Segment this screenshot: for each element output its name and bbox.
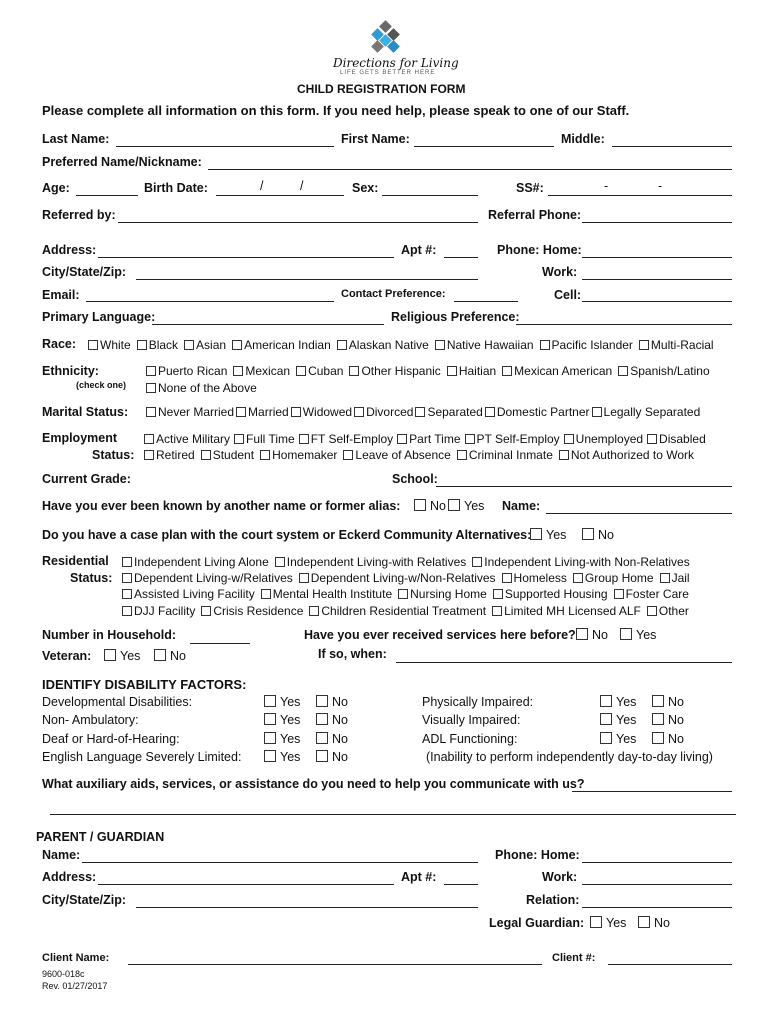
- logo: [368, 22, 404, 58]
- marital-options: [146, 405, 702, 419]
- middle-field[interactable]: [612, 146, 732, 147]
- employment-options-row2: [144, 448, 700, 462]
- race-option[interactable]: Pacific Islander: [540, 338, 633, 352]
- race-options: [88, 338, 720, 352]
- checkbox[interactable]: [620, 628, 632, 640]
- checkbox[interactable]: [122, 589, 132, 599]
- employment-option[interactable]: PT Self-Employ: [465, 432, 560, 446]
- referral-phone-field[interactable]: [582, 222, 732, 223]
- adl-note: (Inability to perform independently day-to-day living): [426, 750, 713, 764]
- residential-options-row4: [122, 604, 695, 618]
- checkbox[interactable]: [564, 434, 574, 444]
- marital-option[interactable]: Domestic Partner: [485, 405, 590, 419]
- residential-option[interactable]: Assisted Living Facility: [122, 587, 255, 601]
- checkbox[interactable]: [652, 695, 664, 707]
- residential-option[interactable]: Dependent Living-w/Non-Relatives: [299, 571, 496, 585]
- marital-option[interactable]: Widowed: [291, 405, 352, 419]
- checkbox[interactable]: [530, 528, 542, 540]
- residential-options-row1: [122, 555, 696, 569]
- guardian-apt-field[interactable]: [444, 884, 478, 885]
- guardian-phone-home-label: Phone: Home:: [495, 848, 580, 862]
- checkbox[interactable]: [559, 450, 569, 460]
- disability-no-option[interactable]: No: [316, 732, 348, 746]
- residential-option[interactable]: Homeless: [502, 571, 567, 585]
- residential-option[interactable]: Limited MH Licensed ALF: [492, 604, 641, 618]
- race-option[interactable]: White: [88, 338, 131, 352]
- checkbox[interactable]: [299, 573, 309, 583]
- preferred-name-field[interactable]: [208, 169, 732, 170]
- checkbox[interactable]: [652, 713, 664, 725]
- disability-no-option[interactable]: No: [316, 713, 348, 727]
- disability-yes-option[interactable]: Yes: [264, 695, 300, 709]
- residential-option[interactable]: Independent Living-with Relatives: [275, 555, 466, 569]
- checkbox[interactable]: [349, 366, 359, 376]
- checkbox[interactable]: [316, 732, 328, 744]
- religious-preference-field[interactable]: [516, 324, 732, 325]
- checkbox[interactable]: [146, 366, 156, 376]
- instructions: Please complete all information on this form. If you need help, please speak to one of our Staff.: [42, 103, 630, 118]
- checkbox[interactable]: [201, 606, 211, 616]
- race-option[interactable]: Black: [137, 338, 178, 352]
- checkbox[interactable]: [316, 695, 328, 707]
- age-field[interactable]: [76, 195, 138, 196]
- ethnicity-note: (check one): [76, 380, 127, 390]
- checkbox[interactable]: [397, 434, 407, 444]
- phone-home-field[interactable]: [582, 257, 732, 258]
- guardian-name-label: Name:: [42, 848, 81, 862]
- employment-option[interactable]: Unemployed: [564, 432, 643, 446]
- checkbox[interactable]: [600, 695, 612, 707]
- checkbox[interactable]: [398, 589, 408, 599]
- contact-preference-field[interactable]: [454, 301, 518, 302]
- alias-question: Have you ever been known by another name or former alias:: [42, 499, 401, 513]
- checkbox[interactable]: [576, 628, 588, 640]
- ethnicity-options-row2: [146, 381, 263, 395]
- checkbox[interactable]: [590, 916, 602, 928]
- employment-option[interactable]: Leave of Absence: [343, 448, 450, 462]
- residential-option[interactable]: Dependent Living-w/Relatives: [122, 571, 293, 585]
- checkbox[interactable]: [638, 916, 650, 928]
- checkbox[interactable]: [261, 589, 271, 599]
- work-phone-field[interactable]: [582, 279, 732, 280]
- checkbox[interactable]: [600, 713, 612, 725]
- guardian-city-state-zip-label: City/State/Zip:: [42, 893, 127, 907]
- ethnicity-label: Ethnicity:: [42, 364, 99, 378]
- ssn-label: SS#:: [516, 181, 544, 195]
- residential-option[interactable]: Jail: [660, 571, 690, 585]
- residential-options-row3: [122, 587, 695, 601]
- disability-no-option[interactable]: No: [652, 713, 684, 727]
- auxiliary-aids-question: What auxiliary aids, services, or assistance do you need to help you communicate with us?: [42, 777, 585, 791]
- veteran-label: Veteran:: [42, 649, 92, 663]
- preferred-name-label: Preferred Name/Nickname:: [42, 155, 202, 169]
- disability-yes-option[interactable]: Yes: [264, 713, 300, 727]
- race-option[interactable]: Multi-Racial: [639, 338, 714, 352]
- employment-status-label: Status:: [92, 448, 135, 462]
- checkbox[interactable]: [234, 434, 244, 444]
- checkbox[interactable]: [493, 589, 503, 599]
- guardian-phone-home-field[interactable]: [582, 862, 732, 863]
- client-number-field[interactable]: [608, 964, 732, 965]
- employment-option[interactable]: Active Military: [144, 432, 230, 446]
- employment-label: Employment: [42, 431, 118, 445]
- ethnicity-option[interactable]: Other Hispanic: [349, 364, 440, 378]
- checkbox[interactable]: [264, 750, 276, 762]
- checkbox[interactable]: [146, 407, 156, 417]
- checkbox[interactable]: [264, 695, 276, 707]
- checkbox[interactable]: [485, 407, 495, 417]
- referred-by-label: Referred by:: [42, 208, 116, 222]
- cell-field[interactable]: [582, 301, 732, 302]
- race-option[interactable]: American Indian: [232, 338, 331, 352]
- disability-label: Developmental Disabilities:: [42, 695, 193, 709]
- household-number-label: Number in Household:: [42, 628, 177, 642]
- checkbox[interactable]: [154, 649, 166, 661]
- guardian-address-field[interactable]: [98, 884, 394, 885]
- school-label: School:: [392, 472, 438, 486]
- guardian-city-state-zip-field[interactable]: [136, 907, 478, 908]
- disability-label: Physically Impaired:: [422, 695, 534, 709]
- guardian-work-label: Work:: [542, 870, 578, 884]
- residential-label: Residential: [42, 554, 109, 568]
- marital-option[interactable]: Married: [236, 405, 289, 419]
- checkbox[interactable]: [343, 450, 353, 460]
- client-number-label: Client #:: [552, 952, 596, 964]
- ssn-sep2: -: [658, 179, 663, 193]
- checkbox[interactable]: [573, 573, 583, 583]
- ethnicity-option[interactable]: None of the Above: [146, 381, 257, 395]
- ssn-field[interactable]: [548, 195, 732, 196]
- checkbox[interactable]: [122, 557, 132, 567]
- residential-option[interactable]: Group Home: [573, 571, 654, 585]
- residential-option[interactable]: Crisis Residence: [201, 604, 303, 618]
- client-name-label: Client Name:: [42, 952, 110, 964]
- city-state-zip-field[interactable]: [136, 279, 478, 280]
- logo-text: Directions for Living: [333, 56, 459, 70]
- disability-yes-option[interactable]: Yes: [264, 732, 300, 746]
- checkbox[interactable]: [291, 407, 301, 417]
- employment-options-row1: [144, 432, 710, 446]
- marital-status-label: Marital Status:: [42, 405, 129, 419]
- residential-option[interactable]: Children Residential Treatment: [309, 604, 486, 618]
- guardian-name-field[interactable]: [82, 862, 478, 863]
- employment-option[interactable]: Criminal Inmate: [457, 448, 553, 462]
- checkbox[interactable]: [639, 340, 649, 350]
- first-name-label: First Name:: [341, 132, 410, 146]
- last-name-label: Last Name:: [42, 132, 110, 146]
- checkbox[interactable]: [354, 407, 364, 417]
- guardian-relation-field[interactable]: [582, 907, 732, 908]
- age-label: Age:: [42, 181, 70, 195]
- race-label: Race:: [42, 337, 77, 351]
- birth-date-field[interactable]: [216, 195, 344, 196]
- checkbox[interactable]: [260, 450, 270, 460]
- disability-label: Visually Impaired:: [422, 713, 521, 727]
- disability-no-option[interactable]: No: [652, 695, 684, 709]
- ssn-sep1: -: [604, 179, 609, 193]
- checkbox[interactable]: [233, 366, 243, 376]
- last-name-field[interactable]: [116, 146, 334, 147]
- checkbox[interactable]: [652, 732, 664, 744]
- checkbox[interactable]: [316, 750, 328, 762]
- checkbox[interactable]: [435, 340, 445, 350]
- current-grade-label: Current Grade:: [42, 472, 131, 486]
- disability-yes-option[interactable]: Yes: [600, 713, 636, 727]
- residential-option[interactable]: Foster Care: [614, 587, 689, 601]
- received-yes-option[interactable]: Yes: [620, 628, 656, 642]
- checkbox[interactable]: [122, 573, 132, 583]
- referred-by-field[interactable]: [118, 222, 478, 223]
- household-number-field[interactable]: [190, 643, 250, 644]
- legal-guardian-yes-option[interactable]: Yes: [590, 916, 626, 930]
- alias-name-label: Name:: [502, 499, 541, 513]
- checkbox[interactable]: [592, 407, 602, 417]
- residential-option[interactable]: Other: [647, 604, 689, 618]
- guardian-address-label: Address:: [42, 870, 97, 884]
- email-label: Email:: [42, 288, 80, 302]
- ethnicity-options-row1: [146, 364, 716, 378]
- residential-options-row2: [122, 571, 696, 585]
- email-field[interactable]: [86, 301, 334, 302]
- legal-guardian-no-option[interactable]: No: [638, 916, 670, 930]
- ethnicity-option[interactable]: Mexican American: [502, 364, 612, 378]
- employment-option[interactable]: Retired: [144, 448, 195, 462]
- religious-preference-label: Religious Preference:: [391, 310, 520, 324]
- checkbox[interactable]: [88, 340, 98, 350]
- employment-option[interactable]: Disabled: [647, 432, 706, 446]
- alias-yes-option[interactable]: Yes: [448, 499, 484, 513]
- checkbox[interactable]: [146, 383, 156, 393]
- checkbox[interactable]: [337, 340, 347, 350]
- form-title: CHILD REGISTRATION FORM: [297, 82, 466, 96]
- sex-label: Sex:: [352, 181, 379, 195]
- apt-label: Apt #:: [401, 243, 437, 257]
- checkbox[interactable]: [647, 434, 657, 444]
- auxiliary-aids-field[interactable]: [572, 791, 732, 792]
- guardian-relation-label: Relation:: [526, 893, 580, 907]
- checkbox[interactable]: [144, 434, 154, 444]
- marital-option[interactable]: Separated: [415, 405, 482, 419]
- alias-no-option[interactable]: No: [414, 499, 446, 513]
- disability-label: Deaf or Hard-of-Hearing:: [42, 732, 180, 746]
- checkbox[interactable]: [502, 366, 512, 376]
- residential-option[interactable]: DJJ Facility: [122, 604, 195, 618]
- checkbox[interactable]: [316, 713, 328, 725]
- employment-option[interactable]: FT Self-Employ: [299, 432, 393, 446]
- birth-date-label: Birth Date:: [144, 181, 208, 195]
- birth-date-sep2: /: [300, 179, 304, 193]
- residential-option[interactable]: Supported Housing: [493, 587, 608, 601]
- guardian-apt-label: Apt #:: [401, 870, 437, 884]
- disability-label: English Language Severely Limited:: [42, 750, 242, 764]
- ethnicity-option[interactable]: Cuban: [296, 364, 343, 378]
- checkbox[interactable]: [492, 606, 502, 616]
- checkbox[interactable]: [264, 732, 276, 744]
- case-plan-no-option[interactable]: No: [582, 528, 614, 542]
- disability-yes-option[interactable]: Yes: [264, 750, 300, 764]
- disability-no-option[interactable]: No: [316, 750, 348, 764]
- received-services-question: Have you ever received services here before?: [304, 628, 576, 642]
- employment-option[interactable]: Homemaker: [260, 448, 337, 462]
- checkbox[interactable]: [236, 407, 246, 417]
- auxiliary-aids-field-line2[interactable]: [50, 814, 736, 815]
- checkbox[interactable]: [299, 434, 309, 444]
- checkbox[interactable]: [275, 557, 285, 567]
- veteran-no-option[interactable]: No: [154, 649, 186, 663]
- residential-status-label: Status:: [70, 571, 113, 585]
- checkbox[interactable]: [582, 528, 594, 540]
- if-so-when-label: If so, when:: [318, 647, 387, 661]
- logo-tagline: LIFE GETS BETTER HERE: [340, 70, 436, 76]
- ethnicity-option[interactable]: Mexican: [233, 364, 290, 378]
- disability-no-option[interactable]: No: [316, 695, 348, 709]
- marital-option[interactable]: Legally Separated: [592, 405, 701, 419]
- checkbox[interactable]: [647, 606, 657, 616]
- disability-yes-option[interactable]: Yes: [600, 695, 636, 709]
- ethnicity-option[interactable]: Haitian: [447, 364, 496, 378]
- marital-option[interactable]: Never Married: [146, 405, 234, 419]
- checkbox[interactable]: [618, 366, 628, 376]
- sex-field[interactable]: [382, 195, 478, 196]
- guardian-work-field[interactable]: [582, 884, 732, 885]
- birth-date-sep1: /: [260, 179, 264, 193]
- veteran-yes-option[interactable]: Yes: [104, 649, 140, 663]
- school-field[interactable]: [436, 486, 732, 487]
- race-option[interactable]: Native Hawaiian: [435, 338, 534, 352]
- checkbox[interactable]: [502, 573, 512, 583]
- checkbox[interactable]: [264, 713, 276, 725]
- disability-heading: IDENTIFY DISABILITY FACTORS:: [42, 677, 247, 692]
- work-phone-label: Work:: [542, 265, 578, 279]
- checkbox[interactable]: [104, 649, 116, 661]
- checkbox[interactable]: [184, 340, 194, 350]
- residential-option[interactable]: Independent Living-with Non-Relatives: [472, 555, 689, 569]
- checkbox[interactable]: [201, 450, 211, 460]
- checkbox[interactable]: [414, 499, 426, 511]
- residential-option[interactable]: Independent Living Alone: [122, 555, 269, 569]
- checkbox[interactable]: [540, 340, 550, 350]
- address-label: Address:: [42, 243, 97, 257]
- checkbox[interactable]: [660, 573, 670, 583]
- guardian-heading: PARENT / GUARDIAN: [36, 830, 165, 844]
- referral-phone-label: Referral Phone:: [488, 208, 582, 222]
- first-name-field[interactable]: [414, 146, 554, 147]
- checkbox[interactable]: [457, 450, 467, 460]
- cell-label: Cell:: [554, 288, 582, 302]
- race-option[interactable]: Alaskan Native: [337, 338, 429, 352]
- phone-home-label: Phone: Home:: [497, 243, 582, 257]
- checkbox[interactable]: [415, 407, 425, 417]
- revision-date: Rev. 01/27/2017: [42, 981, 108, 991]
- disability-label: ADL Functioning:: [422, 732, 518, 746]
- checkbox[interactable]: [122, 606, 132, 616]
- if-so-when-field[interactable]: [396, 662, 732, 663]
- disability-yes-option[interactable]: Yes: [600, 732, 636, 746]
- checkbox[interactable]: [600, 732, 612, 744]
- alias-name-field[interactable]: [546, 513, 732, 514]
- employment-option[interactable]: Part Time: [397, 432, 460, 446]
- checkbox[interactable]: [137, 340, 147, 350]
- checkbox[interactable]: [232, 340, 242, 350]
- residential-option[interactable]: Mental Health Institute: [261, 587, 392, 601]
- primary-language-label: Primary Language:: [42, 310, 156, 324]
- checkbox[interactable]: [309, 606, 319, 616]
- checkbox[interactable]: [144, 450, 154, 460]
- case-plan-yes-option[interactable]: Yes: [530, 528, 566, 542]
- checkbox[interactable]: [448, 499, 460, 511]
- client-name-field[interactable]: [128, 964, 542, 965]
- checkbox[interactable]: [472, 557, 482, 567]
- city-state-zip-label: City/State/Zip:: [42, 265, 127, 279]
- ethnicity-option[interactable]: Puerto Rican: [146, 364, 227, 378]
- employment-option[interactable]: Not Authorized to Work: [559, 448, 694, 462]
- residential-option[interactable]: Nursing Home: [398, 587, 487, 601]
- marital-option[interactable]: Divorced: [354, 405, 413, 419]
- form-number: 9600-018c: [42, 969, 85, 979]
- contact-preference-label: Contact Preference:: [341, 288, 446, 300]
- checkbox[interactable]: [614, 589, 624, 599]
- checkbox[interactable]: [465, 434, 475, 444]
- ethnicity-option[interactable]: Spanish/Latino: [618, 364, 709, 378]
- race-option[interactable]: Asian: [184, 338, 226, 352]
- checkbox[interactable]: [296, 366, 306, 376]
- case-plan-question: Do you have a case plan with the court system or Eckerd Community Alternatives:: [42, 528, 532, 542]
- employment-option[interactable]: Full Time: [234, 432, 295, 446]
- primary-language-field[interactable]: [152, 324, 384, 325]
- received-no-option[interactable]: No: [576, 628, 608, 642]
- apt-field[interactable]: [444, 257, 478, 258]
- employment-option[interactable]: Student: [201, 448, 254, 462]
- legal-guardian-label: Legal Guardian:: [489, 916, 585, 930]
- middle-label: Middle:: [561, 132, 605, 146]
- disability-label: Non- Ambulatory:: [42, 713, 139, 727]
- address-field[interactable]: [98, 257, 394, 258]
- disability-no-option[interactable]: No: [652, 732, 684, 746]
- checkbox[interactable]: [447, 366, 457, 376]
